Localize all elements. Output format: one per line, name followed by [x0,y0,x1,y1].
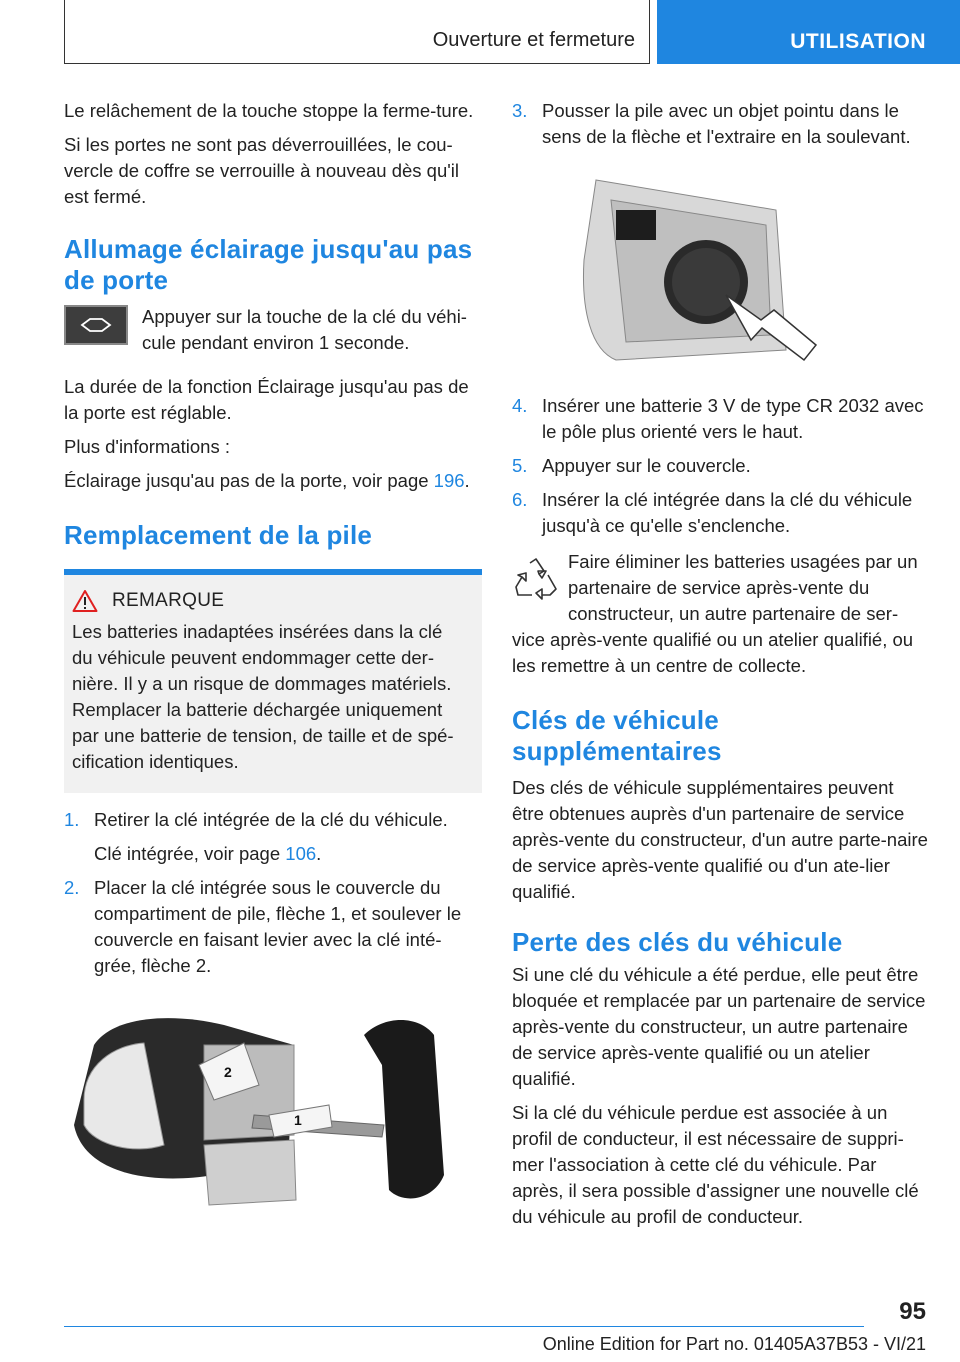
page-link-196[interactable]: 196 [433,470,465,491]
step-text: Retirer la clé intégrée de la clé du véhicule. [94,809,448,830]
step-item [512,487,930,539]
recycle-note [512,549,930,627]
key-illustration [64,1005,464,1225]
recycle-icon [512,555,568,627]
paragraph: Des clés de véhicule supplémentaires peuvent être obtenues auprès d'un partenaire de service après-vente du constructeur, d'un autre parte-naire de service après-vente qualifié ou d'un ate-lier qualifié. [512,777,928,902]
warning-triangle-icon [72,589,98,613]
step-item [512,393,930,445]
step-item [512,98,930,150]
edition-text: Online Edition for Part no. 01405A37B53 - VI/21 [542,1334,926,1354]
key-button-icon [64,305,128,345]
warning-box [64,575,482,793]
arrow-label-1: 1 [294,1112,302,1128]
paragraph-with-link: Éclairage jusqu'au pas de la porte, voir page 196. [64,470,470,491]
step-number: 1. [64,809,80,830]
step-number: 3. [512,100,528,121]
step-text: Appuyer sur le couvercle. [542,455,751,476]
battery-illustration [576,170,826,370]
heading-battery-replacement: Remplacement de la pile [64,520,373,550]
step-number: 4. [512,395,528,416]
header-frame [64,0,650,64]
paragraph: Si les portes ne sont pas déverrouillées, le cou-vercle de coffre se verrouille à nouveau dès qu'il est fermé. [64,134,460,207]
paragraph: Si une clé du véhicule a été perdue, elle peut être bloquée et remplacée par un partenaire de service après-vente du constructeur, un autre partenaire de service après-vente qualifié ou un atelier qualifié. [512,964,926,1089]
heading-threshold-light: Allumage éclairage jusqu'au pas de porte [64,234,473,295]
step-text: Insérer une batterie 3 V de type CR 2032 avec le pôle plus orienté vers le haut. [542,395,924,442]
recycle-text-continued: vice après-vente qualifié ou un atelier qualifié, ou les remettre à un centre de collecte. [512,629,914,676]
heading-lost-keys: Perte des clés du véhicule [512,927,843,957]
key-text: Appuyer sur la touche de la clé du véhi-cule pendant environ 1 seconde. [142,306,467,353]
step-item [512,453,930,479]
heading-extra-keys: Clés de véhicule supplémentaires [512,705,722,766]
paragraph: Si la clé du véhicule perdue est associée à un profil de conducteur, il est nécessaire de suppri-mer l'association à cette clé du véhicule. Par après, il sera possible d'assigner une nouvelle clé du véhicule au profil de conducteur. [512,1102,919,1227]
step-text: Insérer la clé intégrée dans la clé du véhicule jusqu'à ce qu'elle s'enclenche. [542,489,913,536]
step-number: 5. [512,455,528,476]
recycle-text: Faire éliminer les batteries usagées par un partenaire de service après-vente du constructeur, un autre partenaire de ser- [568,551,918,624]
chapter-title: UTILISATION [790,30,926,53]
step-text: Pousser la pile avec un objet pointu dans le sens de la flèche et l'extraire en la soulevant. [542,100,911,147]
footer-rule [64,1326,864,1327]
key-instruction [64,304,482,356]
warning-text: Les batteries inadaptées insérées dans la clé du véhicule peuvent endommager cette der-nière. Il y a un risque de dommages matériels. Remplacer la batterie déchargée uniquement par une batterie de tension, de taille et de spé-cification identiques. [72,621,454,772]
arrow-label-2: 2 [224,1064,232,1080]
step-item [64,807,482,867]
step-text: Placer la clé intégrée sous le couvercle du compartiment de pile, flèche 1, et soulever le couvercle en faisant levier avec la clé inté-grée, flèche 2. [94,877,462,976]
step-number: 2. [64,877,80,898]
right-column [512,98,930,1230]
left-column [64,98,482,1230]
warning-header [72,589,464,613]
step-number: 6. [512,489,528,510]
page-link-106[interactable]: 106 [285,843,317,864]
chapter-tab[interactable] [657,0,960,64]
paragraph: Plus d'informations : [64,436,230,457]
warning-title: REMARQUE [112,590,225,611]
section-title: Ouverture et fermeture [432,29,635,51]
step-subtext: Clé intégrée, voir page 106. [94,843,322,864]
page-number: 95 [899,1298,926,1325]
paragraph: Le relâchement de la touche stoppe la ferme-ture. [64,100,474,121]
paragraph: La durée de la fonction Éclairage jusqu'au pas de la porte est réglable. [64,376,469,423]
step-item [64,875,482,979]
